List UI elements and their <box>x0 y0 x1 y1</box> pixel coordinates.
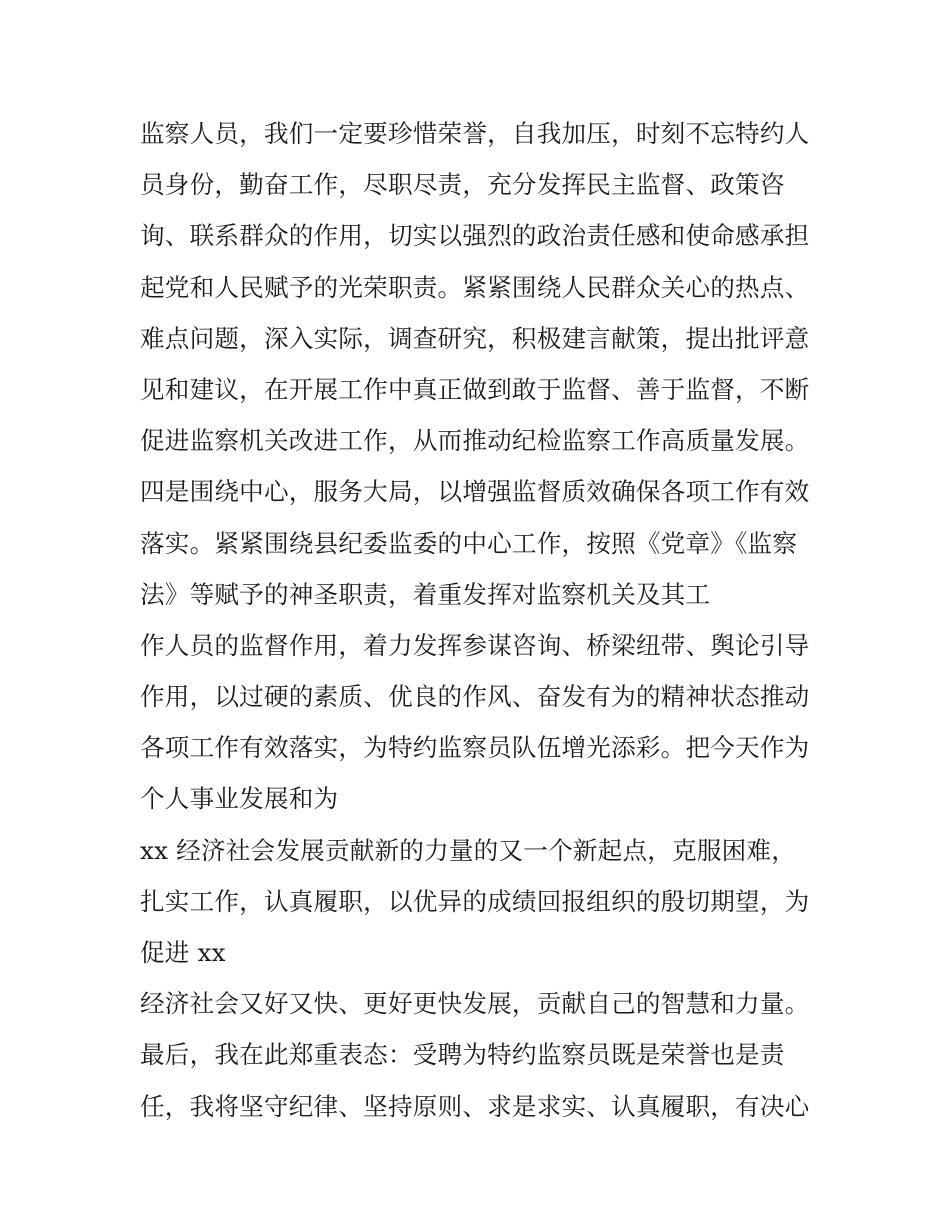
text-line-15: xx 经济社会发展贡献新的力量的又一个新起点，克服困难， <box>140 835 797 865</box>
text-line-2: 员身份，勤奋工作，尽职尽责，充分发挥民主监督、政策咨 <box>140 170 785 200</box>
text-line-7: 促进监察机关改进工作，从而推动纪检监察工作高质量发展。 <box>140 426 810 456</box>
text-line-12: 作用，以过硬的素质、优良的作风、奋发有为的精神状态推动 <box>140 682 810 712</box>
text-line-20: 任，我将坚守纪律、坚持原则、求是求实、认真履职，有决心 <box>140 1091 810 1121</box>
text-line-19: 最后，我在此郑重表态：受聘为特约监察员既是荣誉也是责 <box>140 1040 785 1070</box>
text-line-18: 经济社会又好又快、更好更快发展，贡献自己的智慧和力量。 <box>140 989 810 1019</box>
text-line-10: 法》等赋予的神圣职责，着重发挥对监察机关及其工 <box>140 579 711 609</box>
text-line-17: 促进 xx <box>140 938 226 967</box>
text-line-14: 个人事业发展和为 <box>140 784 339 814</box>
text-line-9: 落实。紧紧围绕县纪委监委的中心工作，按照《党章》《监察 <box>140 528 798 558</box>
text-line-5: 难点问题，深入实际，调查研究，积极建言献策，提出批评意 <box>140 323 810 353</box>
text-line-13: 各项工作有效落实，为特约监察员队伍增光添彩。把今天作为 <box>140 733 810 763</box>
text-line-8: 四是围绕中心，服务大局，以增强监督质效确保各项工作有效 <box>140 477 810 507</box>
body-text <box>140 108 830 1132</box>
text-line-6: 见和建议，在开展工作中真正做到敢于监督、善于监督，不断 <box>140 374 810 404</box>
text-line-11: 作人员的监督作用，着力发挥参谋咨询、桥梁纽带、舆论引导 <box>140 630 810 660</box>
text-line-1: 监察人员，我们一定要珍惜荣誉，自我加压，时刻不忘特约人 <box>140 119 810 148</box>
text-line-3: 询、联系群众的作用，切实以强烈的政治责任感和使命感承担 <box>140 221 810 251</box>
text-line-16: 扎实工作，认真履职，以优异的成绩回报组织的殷切期望，为 <box>140 886 810 916</box>
text-line-4: 起党和人民赋予的光荣职责。紧紧围绕人民群众关心的热点、 <box>140 272 810 302</box>
